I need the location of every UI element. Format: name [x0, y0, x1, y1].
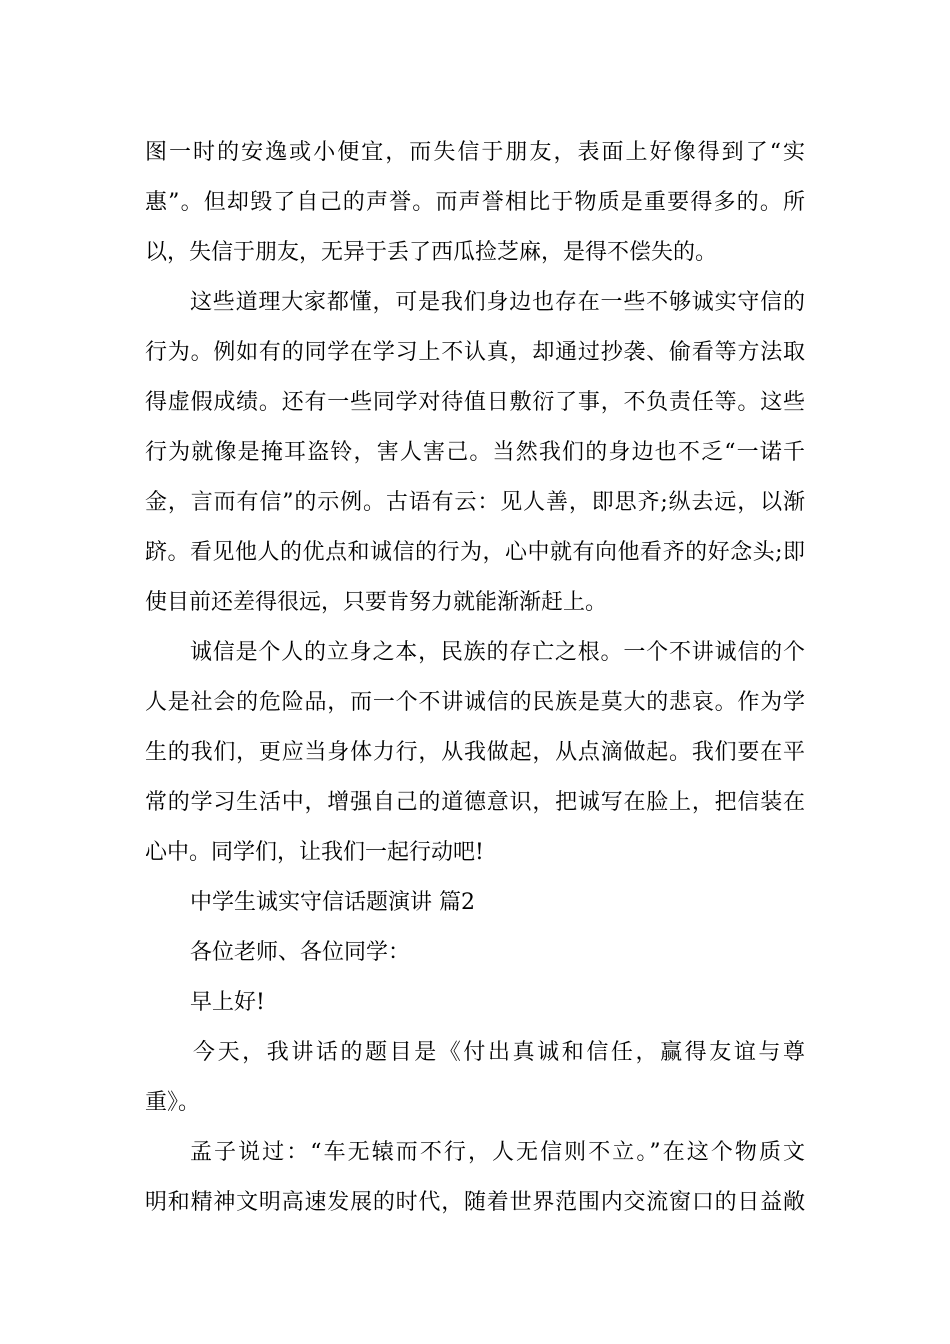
greeting: 早上好!	[190, 990, 265, 1015]
paragraph-line: 金，言而有信”的示例。古语有云：见人善，即思齐;纵去远，以渐	[145, 490, 805, 515]
paragraph-line: 使目前还差得很远，只要肯努力就能渐渐赶上。	[145, 590, 608, 615]
paragraph-line: 生的我们，更应当身体力行，从我做起，从点滴做起。我们要在平	[145, 740, 805, 765]
paragraph-line: 今天，我讲话的题目是《付出真诚和信任，赢得友谊与尊	[193, 1040, 805, 1065]
paragraph-line: 得虚假成绩。还有一些同学对待值日敷衍了事，不负责任等。这些	[145, 390, 805, 415]
salutation: 各位老师、各位同学：	[190, 940, 411, 965]
paragraph-line: 跻。看见他人的优点和诚信的行为，心中就有向他看齐的好念头;即	[145, 540, 805, 565]
paragraph-line: 心中。同学们，让我们一起行动吧!	[145, 840, 484, 865]
paragraph-line: 这些道理大家都懂，可是我们身边也存在一些不够诚实守信的	[190, 290, 805, 315]
paragraph-line: 诚信是个人的立身之本，民族的存亡之根。一个不讲诚信的个	[190, 640, 805, 665]
paragraph-line: 人是社会的危险品，而一个不讲诚信的民族是莫大的悲哀。作为学	[145, 690, 805, 715]
section-heading: 中学生诚实守信话题演讲 篇2	[190, 890, 475, 915]
paragraph-line: 常的学习生活中，增强自己的道德意识，把诚写在脸上，把信装在	[145, 790, 805, 815]
paragraph-line: 图一时的安逸或小便宜，而失信于朋友，表面上好像得到了“实	[145, 140, 805, 165]
paragraph-line: 行为就像是掩耳盗铃，害人害己。当然我们的身边也不乏“一诺千	[145, 440, 805, 465]
paragraph-line: 以，失信于朋友，无异于丢了西瓜捡芝麻，是得不偿失的。	[145, 240, 718, 265]
paragraph-line: 重》。	[145, 1090, 201, 1115]
paragraph-line: 孟子说过：“车无辕而不行，人无信则不立。”在这个物质文	[190, 1140, 805, 1165]
paragraph-line: 行为。例如有的同学在学习上不认真，却通过抄袭、偷看等方法取	[145, 340, 805, 365]
paragraph-line: 明和精神文明高速发展的时代，随着世界范围内交流窗口的日益敞	[145, 1190, 805, 1215]
paragraph-line: 惠”。但却毁了自己的声誉。而声誉相比于物质是重要得多的。所	[145, 190, 805, 215]
